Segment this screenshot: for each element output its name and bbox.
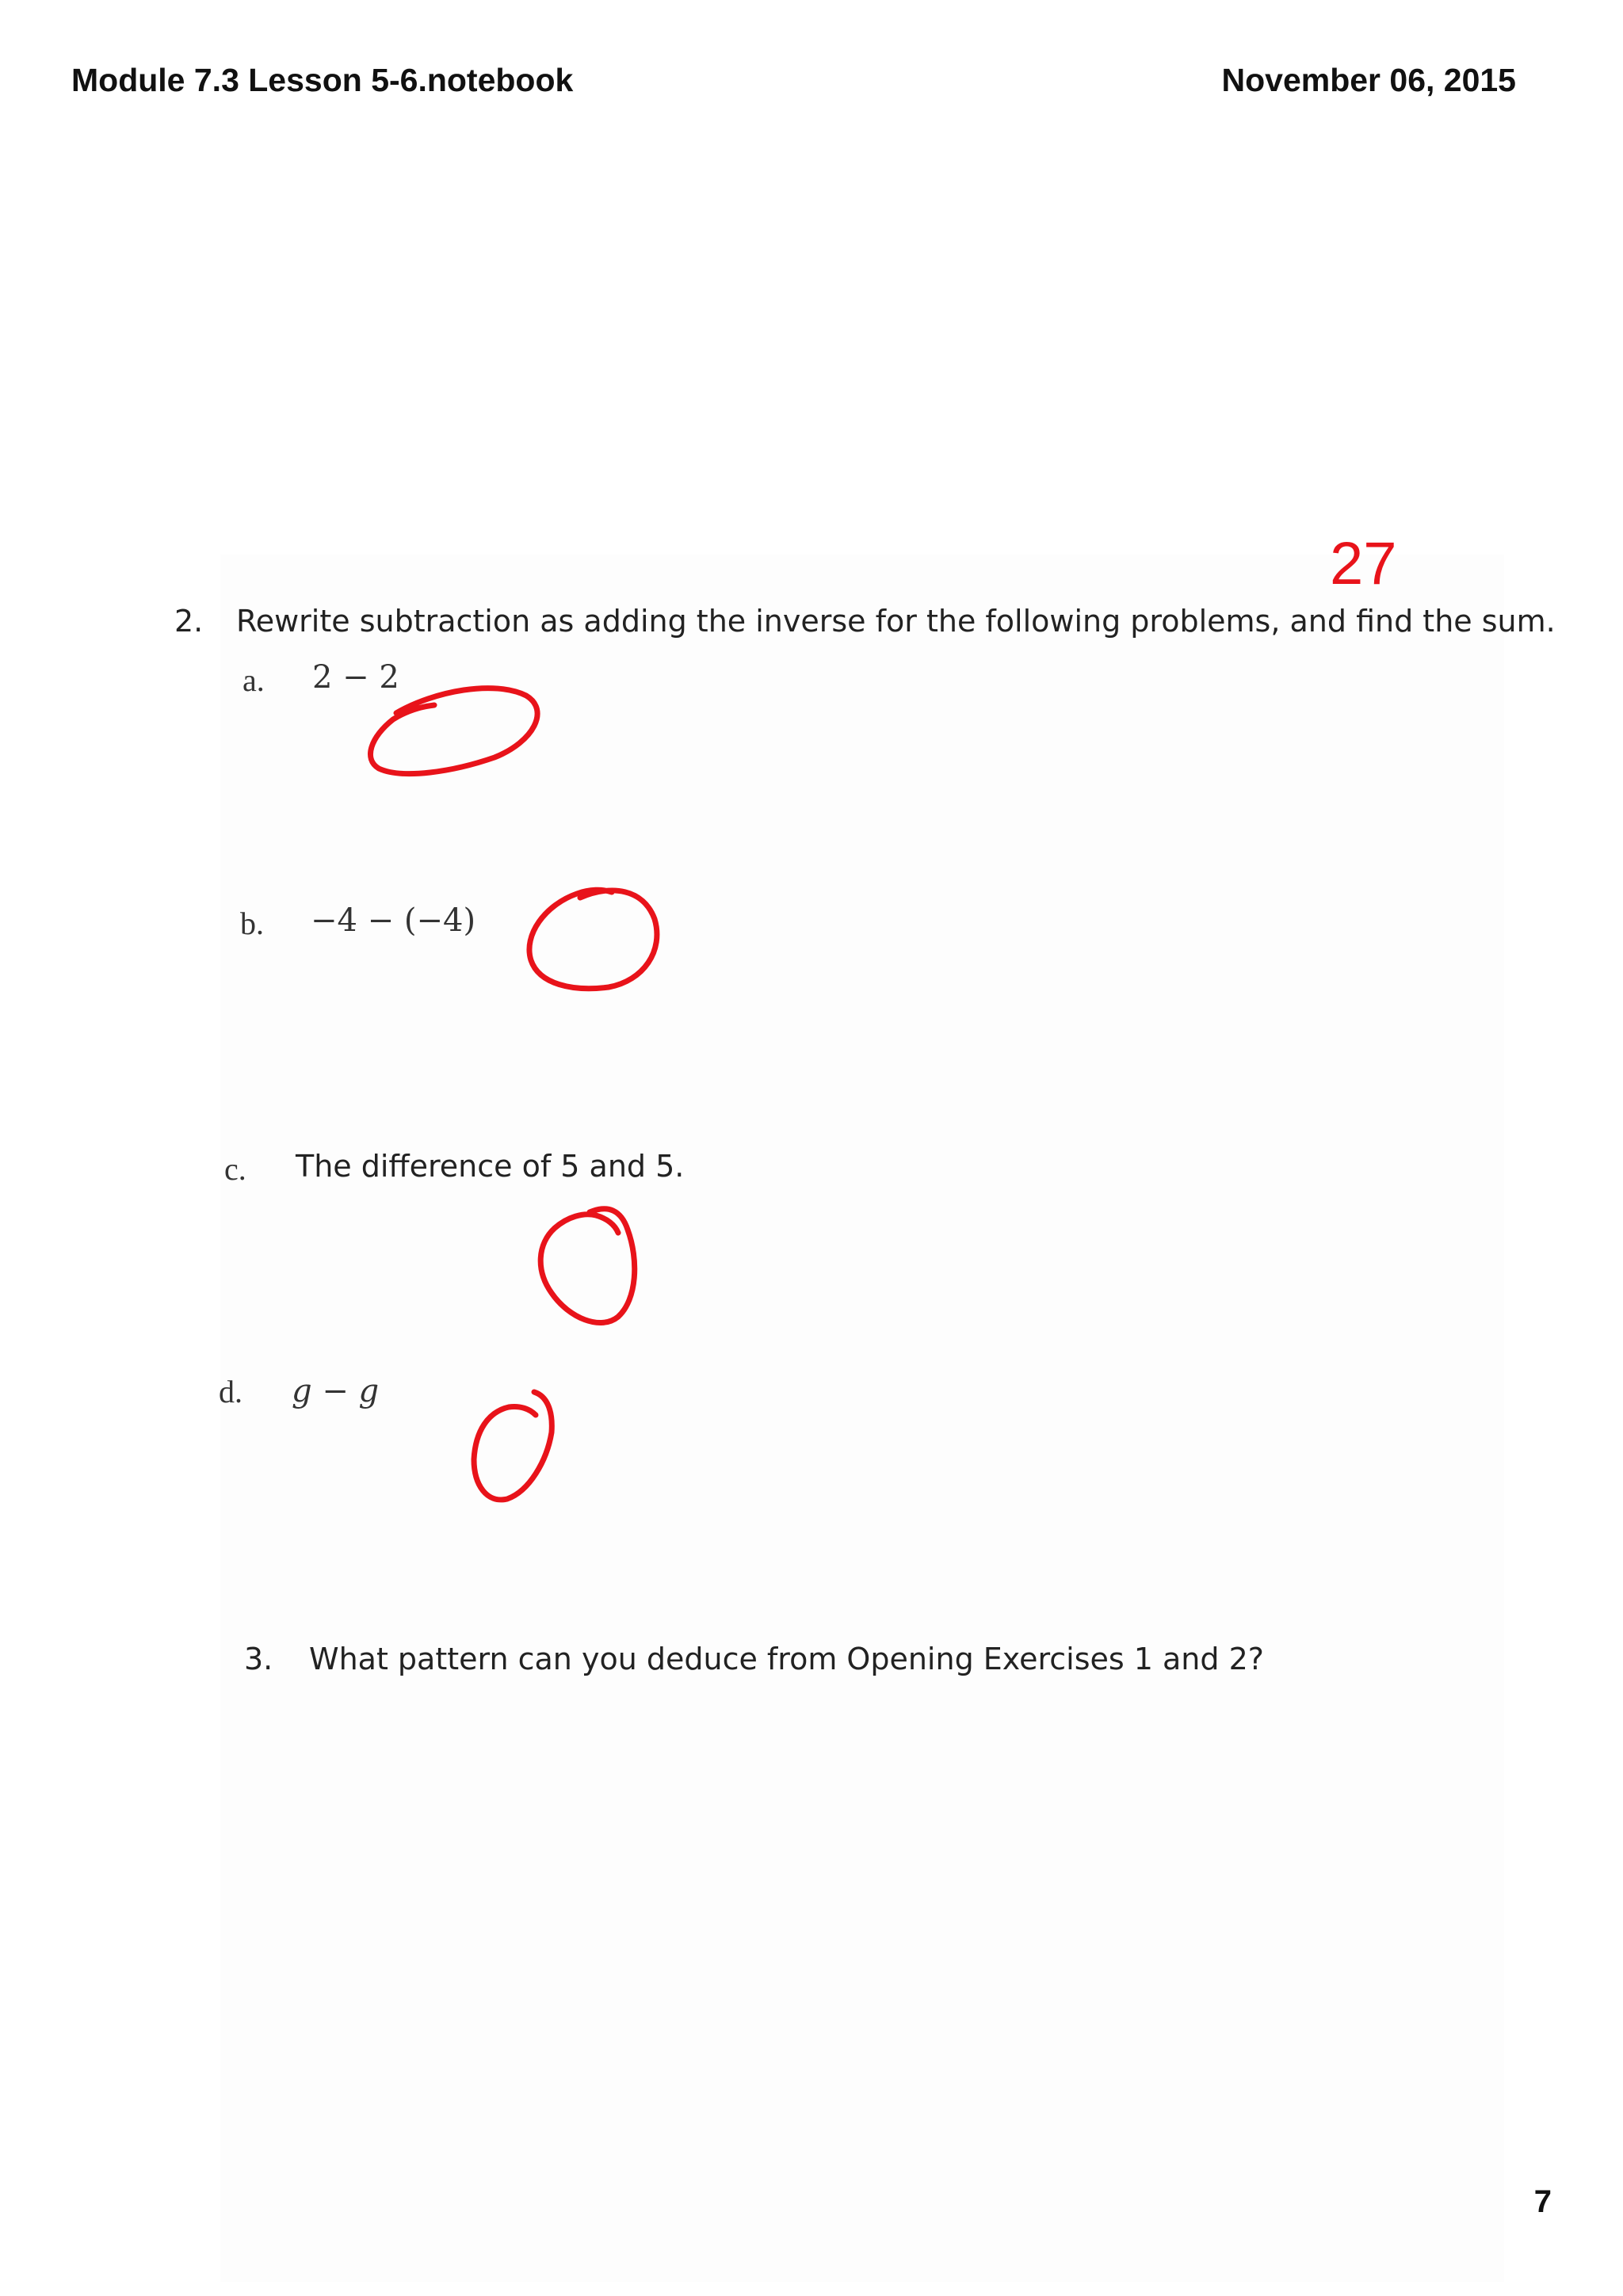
question-3-prompt: What pattern can you deduce from Opening Exercises 1 and 2? (309, 1642, 1264, 1676)
part-d-expression: g − g (292, 1373, 380, 1409)
part-c-expression: The difference of 5 and 5. (296, 1149, 685, 1184)
part-d-label: d. (219, 1374, 242, 1409)
part-b-label: b. (240, 906, 264, 941)
handwritten-score: 27 (1330, 530, 1397, 597)
file-name: Module 7.3 Lesson 5-6.notebook (71, 62, 574, 98)
part-a-expression: 2 − 2 (312, 659, 399, 696)
part-c-label: c. (224, 1151, 246, 1187)
worksheet-scan (220, 555, 1504, 2282)
part-a-label: a. (242, 662, 265, 698)
part-b-expression: −4 − (−4) (311, 902, 476, 939)
question-2-prompt: Rewrite subtraction as adding the inverse for the following problems, and find the sum. (236, 604, 1556, 639)
print-date: November 06, 2015 (1221, 62, 1516, 98)
page-number: 7 (1533, 2184, 1552, 2219)
question-2-number: 2. (174, 604, 204, 639)
question-3-number: 3. (244, 1642, 273, 1676)
